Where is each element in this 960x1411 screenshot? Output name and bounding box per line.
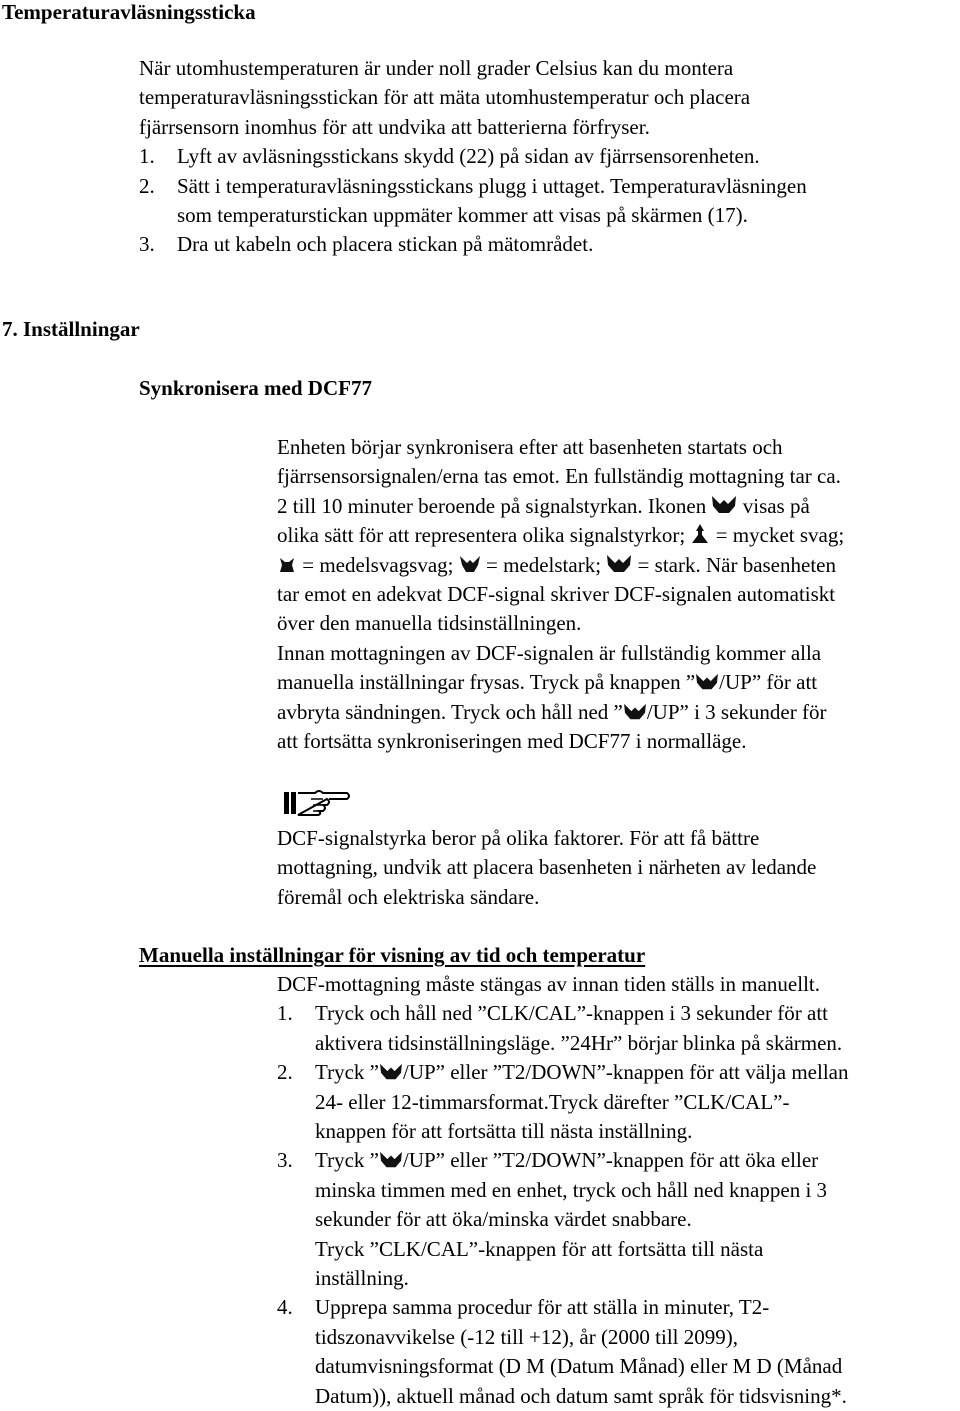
dcf-signal-icon — [711, 494, 737, 516]
sync-line: att fortsätta synkroniseringen med DCF77 i normalläge. — [277, 729, 747, 754]
step-item — [139, 142, 954, 171]
intro-line: fjärrsensorn inomhus för att undvika att batterierna förfryser. — [139, 114, 650, 139]
list-number: 3. — [277, 1148, 293, 1173]
signal-medium-strong-icon — [459, 553, 481, 575]
list-item — [277, 999, 960, 1058]
intro-line: När utomhustemperaturen är under noll grader Celsius kan du montera — [139, 56, 734, 80]
list-text: knappen för att fortsätta till nästa inställning. — [315, 1119, 693, 1144]
list-text-part: Tryck ” — [315, 1148, 379, 1173]
list-text: 24- eller 12-timmarsformat.Tryck därefter ”CLK/CAL”- — [315, 1089, 790, 1114]
list-text: sekunder för att öka/minska värdet snabbare. — [315, 1207, 692, 1232]
list-number: 2. — [277, 1060, 293, 1085]
section-title: Temperaturavläsningssticka — [2, 0, 256, 24]
list-number: 4. — [277, 1295, 293, 1320]
sync-text: = mycket svag; — [715, 523, 845, 548]
signal-strong-icon — [606, 553, 632, 575]
list-text-part: /UP” eller ”T2/DOWN”-knappen för att öka eller — [402, 1148, 819, 1173]
sync-line — [277, 492, 957, 521]
dcf-signal-icon — [695, 672, 719, 692]
list-text: tidszonavvikelse (-12 till +12), år (2000 till 2099), — [315, 1324, 739, 1349]
sync-heading: Synkronisera med DCF77 — [139, 376, 372, 400]
sync-text: = medelstark; — [485, 552, 602, 577]
sync-line: över den manuella tidsinställningen. — [277, 611, 582, 636]
list-text: datumvisningsformat (D M (Datum Månad) eller M D (Månad — [315, 1354, 843, 1379]
list-text — [315, 1146, 960, 1175]
sync-line: Enheten börjar synkronisera efter att basenheten startats och — [277, 435, 783, 459]
sync-text: = medelsvagsvag; — [302, 552, 454, 577]
sync-line: fjärrsensorsignalen/erna tas emot. En fullständig mottagning tar ca. — [277, 464, 841, 489]
manual-body — [277, 970, 960, 1411]
dcf-signal-icon — [623, 702, 647, 722]
list-text: minska timmen med en enhet, tryck och håll ned knappen i 3 — [315, 1177, 828, 1202]
list-text: aktivera tidsinställningsläge. ”24Hr” börjar blinka på skärmen. — [315, 1030, 843, 1055]
step-number: 1. — [139, 144, 155, 169]
step-text: Dra ut kabeln och placera stickan på mätområdet. — [177, 232, 594, 257]
list-text: Datum)), aktuell månad och datum samt språk för tidsvisning*. — [315, 1383, 847, 1408]
step-text: Sätt i temperaturavläsningsstickans plugg i uttaget. Temperaturavläsningen — [177, 173, 807, 198]
list-text — [315, 1058, 960, 1087]
sync-text: avbryta sändningen. Tryck och håll ned ” — [277, 699, 623, 724]
manual-intro: DCF-mottagning måste stängas av innan tiden ställs in manuellt. — [277, 972, 821, 996]
sync-line — [277, 698, 957, 727]
list-text: inställning. — [315, 1266, 409, 1291]
intro-block — [139, 54, 954, 260]
list-item — [277, 1058, 960, 1146]
pointing-hand-icon — [283, 787, 353, 817]
step-item — [139, 230, 954, 259]
list-text: Tryck och håll ned ”CLK/CAL”-knappen i 3 sekunder för att — [315, 1001, 829, 1026]
dcf-signal-icon — [379, 1150, 403, 1170]
step-number: 2. — [139, 173, 155, 198]
list-item — [277, 1146, 960, 1293]
list-text: Tryck ”CLK/CAL”-knappen för att fortsätta till nästa — [315, 1236, 764, 1261]
sync-text: olika sätt för att representera olika signalstyrkor; — [277, 523, 686, 548]
sync-text: /UP” för att — [719, 670, 818, 695]
step-text: som temperaturstickan uppmäter kommer att visas på skärmen (17). — [177, 203, 748, 228]
sync-body — [277, 433, 957, 756]
intro-line: temperaturavläsningsstickan för att mäta utomhustemperatur och placera — [139, 85, 751, 110]
list-text: Upprepa samma procedur för att ställa in minuter, T2- — [315, 1295, 770, 1320]
step-number: 3. — [139, 232, 155, 257]
sync-line — [277, 668, 957, 697]
note-line: mottagning, undvik att placera basenheten i närheten av ledande — [277, 855, 817, 880]
note-line: föremål och elektriska sändare. — [277, 884, 540, 909]
step-item — [139, 172, 954, 231]
sync-text: = stark. När basenheten — [637, 552, 836, 577]
manual-heading: Manuella inställningar för visning av tid och temperatur — [139, 943, 646, 967]
chapter-title: 7. Inställningar — [2, 317, 140, 341]
sync-line — [277, 551, 957, 580]
sync-text: /UP” i 3 sekunder för — [646, 699, 827, 724]
sync-text: manuella inställningar frysas. Tryck på knappen ” — [277, 670, 696, 695]
sync-text: 2 till 10 minuter beroende på signalstyrkan. Ikonen — [277, 493, 707, 518]
list-text-part: Tryck ” — [315, 1060, 379, 1085]
list-item — [277, 1293, 960, 1411]
step-text: Lyft av avläsningsstickans skydd (22) på sidan av fjärrsensorenheten. — [177, 144, 760, 169]
sync-line: tar emot en adekvat DCF-signal skriver DCF-signalen automatiskt — [277, 582, 836, 607]
list-number: 1. — [277, 1001, 293, 1026]
signal-medium-weak-icon — [277, 553, 297, 575]
list-text-part: /UP” eller ”T2/DOWN”-knappen för att välja mellan — [402, 1060, 849, 1085]
sync-line: Innan mottagningen av DCF-signalen är fullständig kommer alla — [277, 640, 822, 665]
dcf-signal-icon — [379, 1062, 403, 1082]
sync-text: visas på — [742, 493, 810, 518]
sync-line — [277, 521, 957, 550]
note-block — [277, 824, 957, 912]
note-line: DCF-signalstyrka beror på olika faktorer. För att få bättre — [277, 826, 760, 850]
signal-very-weak-icon — [690, 523, 710, 545]
